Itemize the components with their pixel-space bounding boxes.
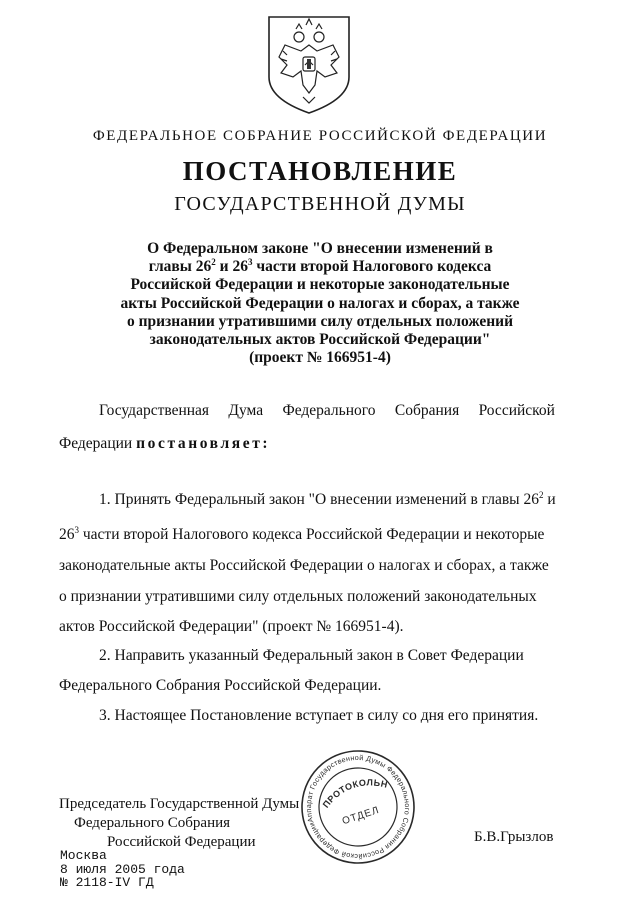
footer-number: № 2118-IV ГД <box>60 875 154 890</box>
footer-date: 8 июля 2005 года <box>60 861 185 877</box>
paragraph-line: $26^3$ части второй Налогового кодекса Российской Федерации и некоторые <box>59 525 545 543</box>
item-2 <box>59 647 555 665</box>
signatory-name: Б.В.Грызлов <box>474 829 554 845</box>
heading-line: (проект № 166951-4) <box>249 349 391 367</box>
svg-text:Аппарат Государственной Думы Ф: Аппарат Государственной Думы Федерального Собрания Российской Федерации <box>303 752 413 862</box>
item-1 <box>59 491 555 509</box>
paragraph-line: законодательные акты Российской Федерации о налогах и сборах, а также <box>59 557 549 574</box>
paragraph-line: Федерального Собрания Российской Федерации. <box>59 677 382 694</box>
svg-text:ОТДЕЛ: ОТДЕЛ <box>340 804 381 828</box>
paragraph-line: 2. Направить указанный Федеральный закон в Совет Федерации <box>99 647 524 664</box>
heading-line: О Федеральном законе "О внесении изменений в <box>147 240 493 257</box>
item-2 <box>59 677 555 695</box>
paragraph-line: Федерации постановляет: <box>59 435 271 452</box>
heading-line: главы $26^2$ и $26^3$ части второй Налогового кодекса <box>148 257 492 276</box>
parliament-name: ФЕДЕРАЛЬНОЕ СОБРАНИЕ РОССИЙСКОЙ ФЕДЕРАЦИИ <box>92 128 548 144</box>
item-1 <box>59 526 555 544</box>
official-stamp <box>298 747 418 867</box>
paragraph-line: Государственная Дума Федерального Собрания Российской <box>99 402 555 419</box>
heading-line: Российской Федерации и некоторые законодательные <box>130 276 510 294</box>
heading-line: акты Российской Федерации о налогах и сборах, а также <box>120 294 520 312</box>
item-1 <box>59 618 555 636</box>
svg-text:ПРОТОКОЛЬНЫЙ: ПРОТОКОЛЬНЫЙ <box>320 777 389 810</box>
decree-word: постановляет: <box>136 435 271 452</box>
document-issuer: ГОСУДАРСТВЕННОЙ ДУМЫ <box>174 193 466 215</box>
paragraph-line: актов Российской Федерации" (проект № 166951-4). <box>59 618 404 635</box>
coat-of-arms-icon <box>265 15 353 115</box>
heading-line: законодательных актов Российской Федерации" <box>149 331 491 349</box>
paragraph-line: 1. Принять Федеральный закон "О внесении изменений в главы $26^2$ и <box>99 490 556 508</box>
item-1 <box>59 557 555 575</box>
heading-line: о признании утратившими силу отдельных положений <box>126 312 514 330</box>
intro-paragraph <box>59 435 555 453</box>
document-footer <box>60 849 185 890</box>
item-1 <box>59 588 555 606</box>
document-heading <box>100 240 540 367</box>
paragraph-line: о признании утратившими силу отдельных положений законодательных <box>59 588 537 605</box>
footer-city: Москва <box>60 848 107 863</box>
signatory-title: Председатель Государственной Думы Федерального Собрания Российской Федерации <box>59 796 300 850</box>
item-3 <box>59 707 555 725</box>
document-type: ПОСТАНОВЛЕНИЕ <box>182 156 458 186</box>
intro-paragraph <box>59 402 555 420</box>
paragraph-line: 3. Настоящее Постановление вступает в силу со дня его принятия. <box>99 707 539 724</box>
